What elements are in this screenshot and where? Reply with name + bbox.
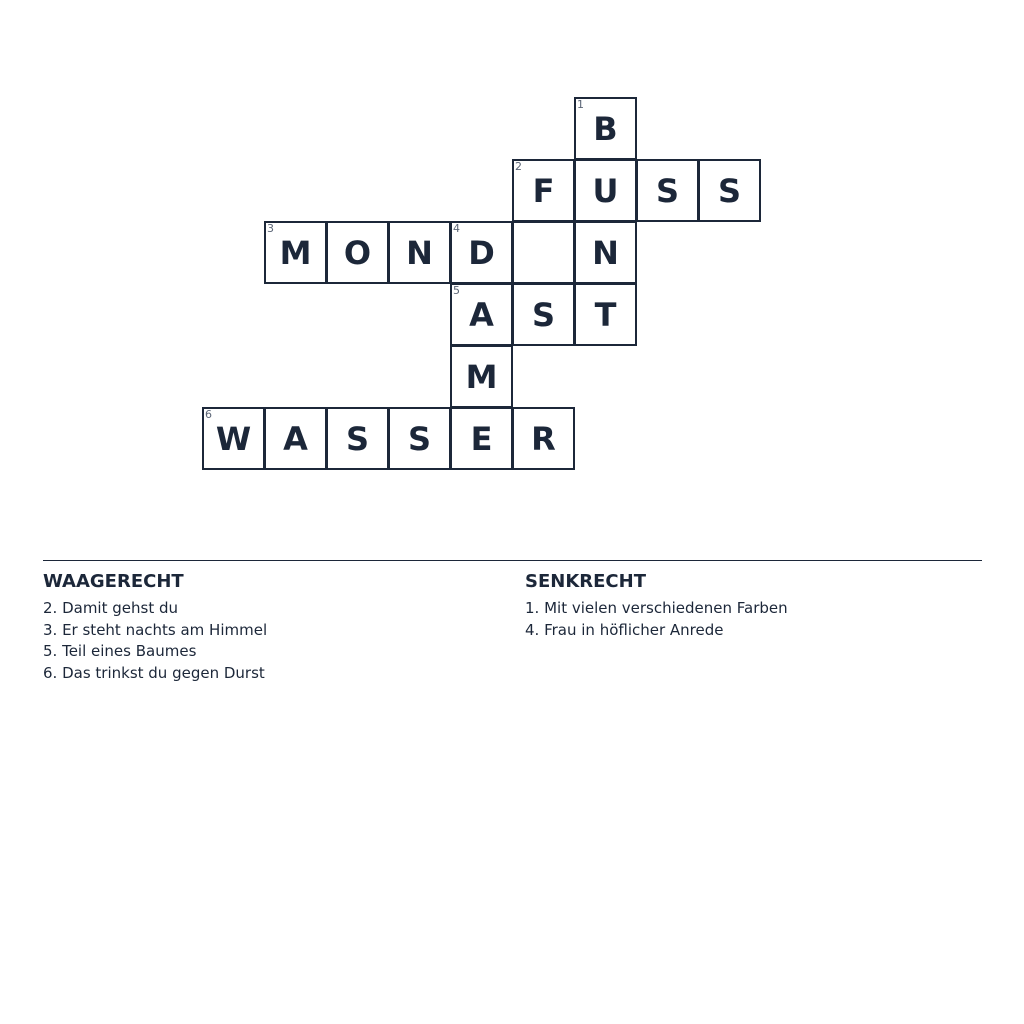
cell-letter: S	[531, 295, 556, 334]
cell-letter: M	[465, 357, 498, 396]
grid-cell[interactable]	[512, 221, 575, 284]
clue-down-4: 4. Frau in höflicher Anrede	[525, 620, 724, 639]
cell-letter: S	[717, 171, 742, 210]
clue-across-3: 3. Er steht nachts am Himmel	[43, 620, 268, 639]
grid-cell[interactable]	[388, 407, 451, 470]
clue-down-1: 1. Mit vielen verschiedenen Farben	[525, 599, 788, 617]
cell-letter: S	[655, 171, 680, 210]
cell-letter: B	[593, 109, 618, 148]
cell-letter: W	[215, 419, 252, 458]
cell-letter: S	[407, 419, 432, 458]
cell-letter: D	[468, 233, 495, 272]
cell-letter: N	[406, 233, 433, 272]
cell-letter	[514, 223, 573, 282]
cell-number: 3	[267, 222, 274, 235]
clues-down-list	[525, 598, 985, 641]
cell-letter: U	[592, 171, 619, 210]
grid-cell[interactable]	[202, 407, 265, 470]
cell-letter: T	[594, 295, 617, 334]
cell-letter: E	[470, 419, 493, 458]
grid-cell[interactable]	[326, 407, 389, 470]
clue-across-5: 5. Teil eines Baumes	[43, 642, 197, 660]
cell-letter: S	[345, 419, 370, 458]
grid-cell[interactable]	[264, 407, 327, 470]
clues-across	[43, 571, 503, 684]
cell-letter: A	[283, 419, 308, 458]
cell-letter: A	[469, 295, 494, 334]
clues-across-list	[43, 598, 503, 684]
clues-down	[525, 571, 985, 641]
grid-cell[interactable]	[512, 407, 575, 470]
grid-cell[interactable]	[574, 283, 637, 346]
grid-cell[interactable]	[450, 407, 513, 470]
grid-cell[interactable]	[388, 221, 451, 284]
grid-cell[interactable]	[450, 221, 513, 284]
clues-across-heading: WAAGERECHT	[43, 571, 184, 592]
cell-letter: M	[279, 233, 312, 272]
grid-cell[interactable]	[512, 283, 575, 346]
clue-across-6: 6. Das trinkst du gegen Durst	[43, 663, 265, 682]
grid-cell[interactable]	[698, 159, 761, 222]
clue-across-2: 2. Damit gehst du	[43, 599, 178, 617]
cell-letter: O	[343, 233, 372, 272]
grid-cell[interactable]	[264, 221, 327, 284]
divider	[43, 560, 982, 561]
grid-cell[interactable]	[574, 159, 637, 222]
cell-number: 2	[515, 160, 522, 173]
cell-letter: R	[531, 419, 556, 458]
grid-cell[interactable]	[450, 345, 513, 408]
grid-cell[interactable]	[326, 221, 389, 284]
cell-number: 6	[205, 408, 212, 421]
cell-letter: N	[592, 233, 619, 272]
cell-number: 4	[453, 222, 460, 235]
grid-cell[interactable]	[574, 221, 637, 284]
grid-cell[interactable]	[636, 159, 699, 222]
grid-cell[interactable]	[450, 283, 513, 346]
grid-cell[interactable]	[574, 97, 637, 160]
grid-cell[interactable]	[512, 159, 575, 222]
cell-number: 5	[453, 284, 460, 297]
cell-number: 1	[577, 98, 584, 111]
cell-letter: F	[532, 171, 555, 210]
clues-down-heading: SENKRECHT	[525, 571, 646, 592]
